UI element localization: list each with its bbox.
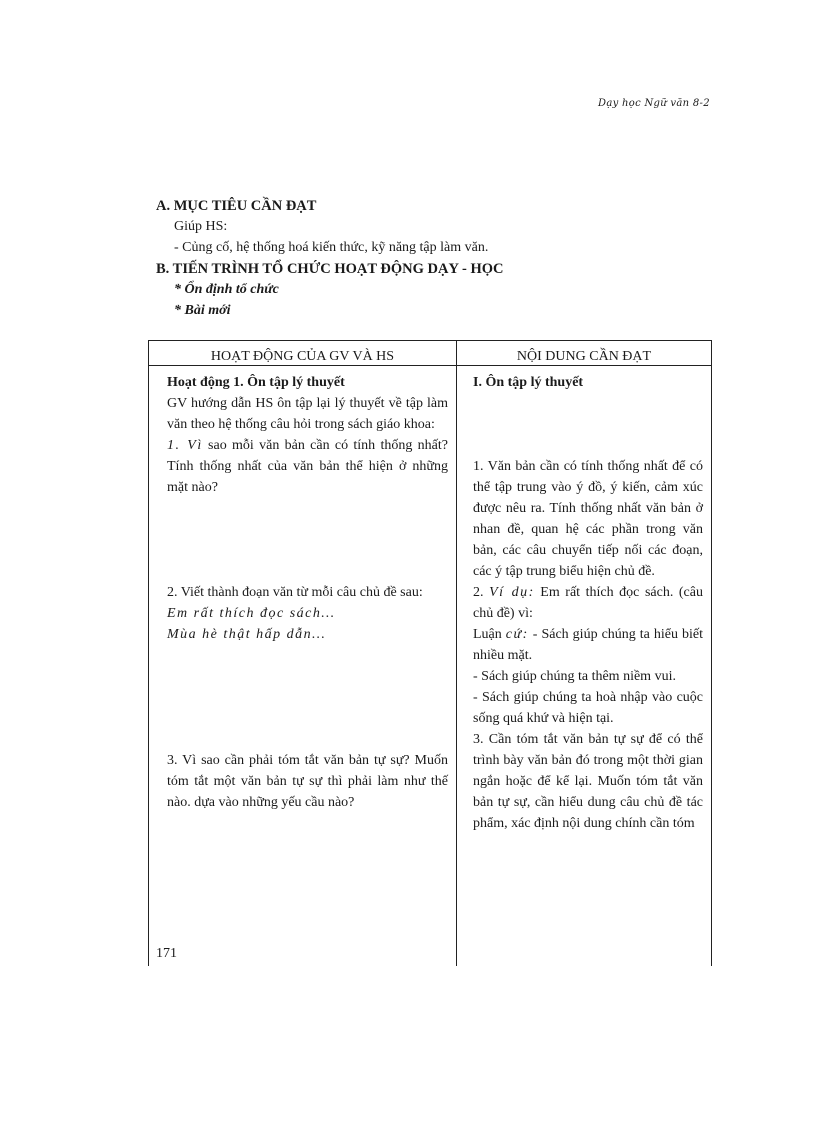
answer-2-point-1-prefix: Luận bbox=[473, 627, 506, 642]
question-2-example-1: Em rất thích đọc sách… bbox=[167, 606, 336, 621]
intro-text: GV hướng dẫn HS ôn tập lại lý thuyết về tập làm văn theo hệ thống câu hỏi trong sách giáo khoa: bbox=[167, 396, 448, 432]
answer-2-point-2: - Sách giúp chúng ta thêm niềm vui. bbox=[473, 669, 676, 684]
question-1-number: 1. Vì bbox=[167, 438, 203, 453]
question-2-example-2: Mùa hè thật hấp dẫn… bbox=[167, 627, 327, 642]
answer-2 bbox=[473, 582, 703, 624]
section-a-title: A. MỤC TIÊU CẦN ĐẠT bbox=[156, 198, 317, 214]
col-header-activities: HOẠT ĐỘNG CỦA GV VÀ HS bbox=[149, 341, 457, 366]
question-1-text: sao mỗi văn bản cần có tính thống nhất? Tính thống nhất của văn bản thể hiện ở những mặt nào? bbox=[167, 438, 448, 495]
section-b-title: B. TIẾN TRÌNH TỔ CHỨC HOẠT ĐỘNG DẠY - HỌC bbox=[156, 261, 504, 277]
content-cell bbox=[457, 366, 712, 967]
answer-2-prefix: 2. bbox=[473, 585, 484, 600]
answer-2-point-1-label: cứ: bbox=[505, 627, 529, 642]
section-b-item2: * Bài mới bbox=[174, 303, 231, 318]
question-3: 3. Vì sao cần phải tóm tắt văn bản tự sự? Muốn tóm tắt một văn bản tự sự thì phải làm như thế nào. dựa vào những yếu cầu nào? bbox=[167, 753, 448, 810]
answer-2-point-1 bbox=[473, 624, 703, 666]
question-1 bbox=[167, 435, 448, 498]
answer-2-text: Em rất thích đọc sách. (câu chủ đề) vì: bbox=[473, 585, 703, 621]
answer-1: 1. Văn bản cần có tính thống nhất để có thể tập trung vào ý đồ, ý kiến, cảm xúc được nêu ra. Tính thống nhất văn bản ở nhan đề, quan hệ các phần trong văn bản, các câu chuyển tiếp nối các đoạn, các ý tập trung biểu hiện chủ đề. bbox=[473, 459, 703, 579]
question-2: 2. Viết thành đoạn văn từ mỗi câu chủ đề sau: bbox=[167, 585, 423, 600]
content-section-title: I. Ôn tập lý thuyết bbox=[473, 375, 584, 390]
section-a-line1: Giúp HS: bbox=[174, 219, 228, 234]
section-a-line2: - Củng cố, hệ thống hoá kiến thức, kỹ năng tập làm văn. bbox=[174, 240, 489, 255]
activities-cell bbox=[149, 366, 457, 967]
col-header-content: NỘI DUNG CẦN ĐẠT bbox=[457, 341, 712, 366]
answer-2-point-3: - Sách giúp chúng ta hoà nhập vào cuộc sống quá khứ và hiện tại. bbox=[473, 690, 703, 726]
activity-title: Hoạt động 1. Ôn tập lý thuyết bbox=[167, 375, 345, 390]
answer-2-point-1-text: - Sách giúp chúng ta hiểu biết nhiều mặt. bbox=[473, 627, 704, 663]
answer-2-label: Ví dụ: bbox=[489, 585, 535, 600]
page-number: 171 bbox=[156, 946, 177, 961]
answer-3: 3. Cần tóm tắt văn bản tự sự để có thể trình bày văn bản đó trong một thời gian ngắn hoặc để kể lại. Muốn tóm tắt văn bản tự sự, cần hiểu dung câu chủ đề tác phẩm, xác định nội dung chính cần tóm bbox=[473, 732, 703, 831]
running-header: Dạy học Ngữ văn 8-2 bbox=[598, 98, 710, 109]
section-b-item1: * Ổn định tổ chức bbox=[174, 282, 279, 297]
lesson-table bbox=[148, 340, 712, 966]
